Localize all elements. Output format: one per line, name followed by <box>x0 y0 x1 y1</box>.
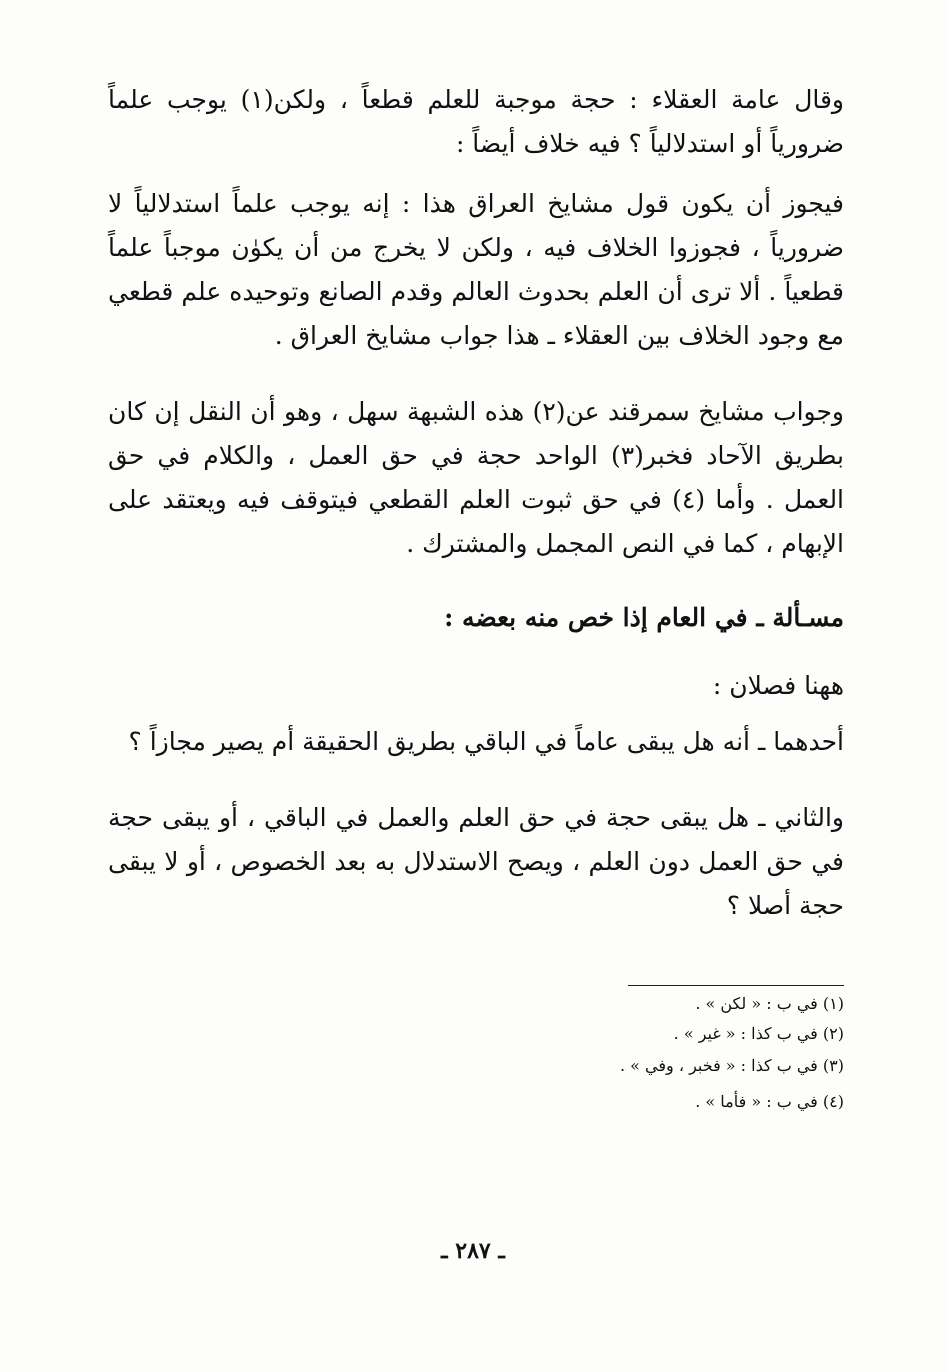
footnote-1: (١) في ب : « لكن » . <box>695 994 844 1013</box>
paragraph-4: ههنا فصلان : <box>712 671 844 700</box>
paragraph-1: وقال عامة العقلاء : حجة موجبة للعلم قطعاً ، ولكن(١) يوجب علماً ضرورياً أو استدلالياً ؟ فيه خلاف أيضاً : <box>108 85 844 158</box>
section-heading: مسـألة ـ في العام إذا خص منه بعضه : <box>444 603 844 632</box>
paragraph-2: فيجوز أن يكون قول مشايخ العراق هذا : إنه يوجب علماً استدلالياً لا ضرورياً ، فجوزوا الخلاف فيه ، ولكن لا يخرج من أن يكوٰن موجباً علماً قطعياً . ألا ترى أن العلم بحدوث العالم وقدم الصانع وتوحيده علم قطعي مع وجود الخلاف بين العقلاء ـ هذا جواب مشايخ العراق . <box>108 189 844 350</box>
paragraph-6: والثاني ـ هل يبقى حجة في حق العلم والعمل في الباقي ، أو يبقى حجة في حق العمل دون العلم ، ويصح الاستدلال به بعد الخصوص ، أو لا يبقى حجة أصلا ؟ <box>108 803 844 920</box>
paragraph-3: وجواب مشايخ سمرقند عن(٢) هذه الشبهة سهل ، وهو أن النقل إن كان بطريق الآحاد فخبر(٣) الواحد حجة في حق العمل ، والكلام في حق العمل . وأما (٤) في حق ثبوت العلم القطعي فيتوقف فيه ويعتقد على الإبهام ، كما في النص المجمل والمشترك . <box>108 397 845 558</box>
footnote-3: (٣) في ب كذا : « فخبر ، وفي » . <box>619 1056 844 1075</box>
footnote-2: (٢) في ب كذا : « غير » . <box>673 1024 844 1043</box>
paragraph-5: أحدهما ـ أنه هل يبقى عاماً في الباقي بطريق الحقيقة أم يصير مجازاً ؟ <box>128 727 844 756</box>
footnote-divider <box>628 985 844 986</box>
page-number: ـ ٢٨٧ ـ <box>441 1238 505 1264</box>
footnote-4: (٤) في ب : « فأما » . <box>695 1092 844 1111</box>
